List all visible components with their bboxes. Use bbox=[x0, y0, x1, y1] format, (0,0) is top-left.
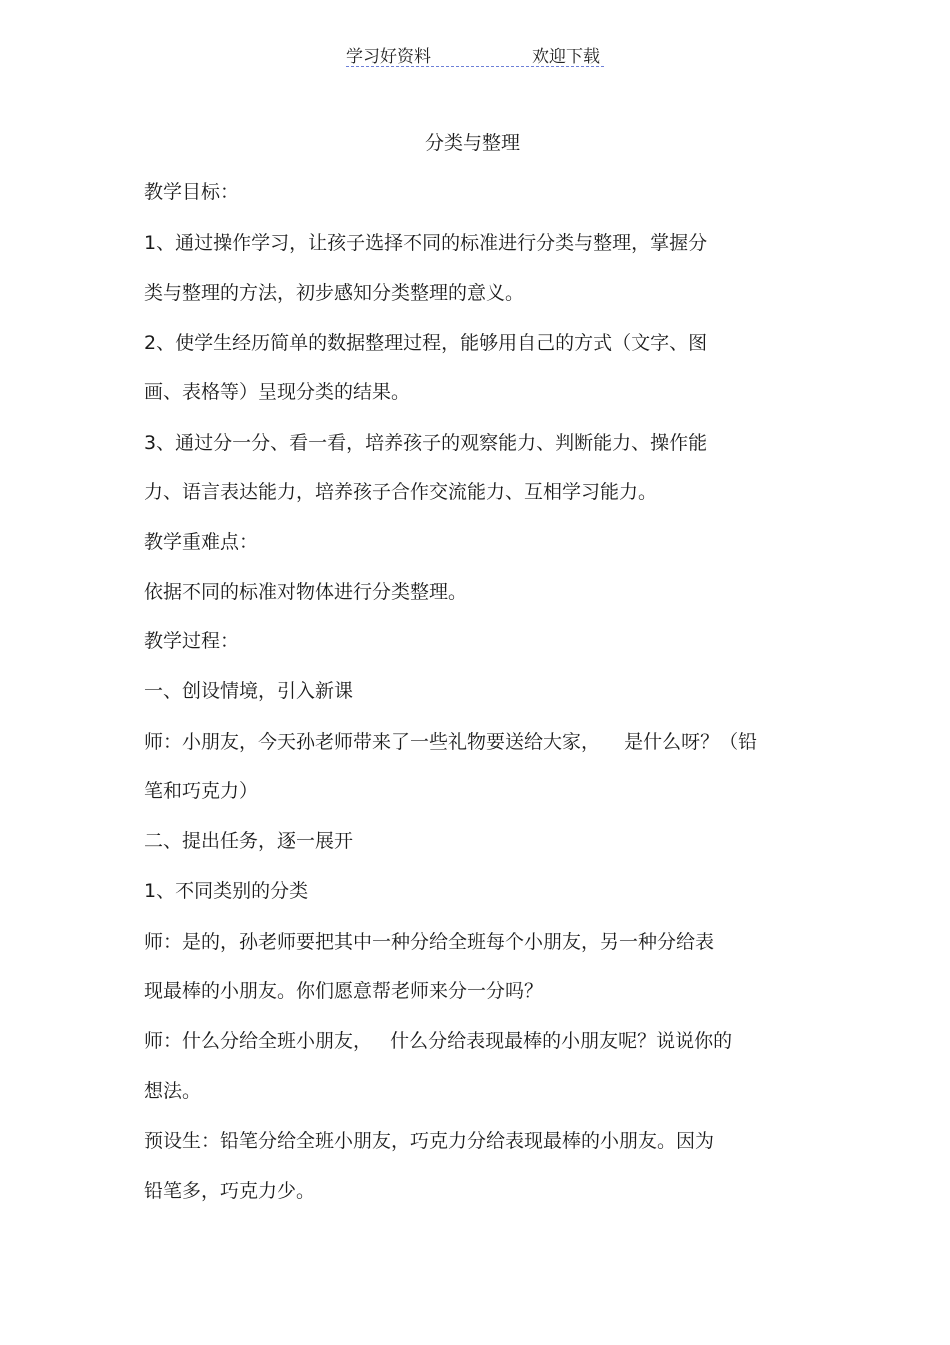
paragraph-line: 3、通过分一分、看一看，培养孩子的观察能力、判断能力、操作能 bbox=[144, 432, 708, 454]
paragraph-line: 1、通过操作学习，让孩子选择不同的标准进行分类与整理，掌握分 bbox=[144, 232, 708, 254]
section-heading-key-points: 教学重难点： bbox=[144, 531, 259, 553]
paragraph-line: 师：是的，孙老师要把其中一种分给全班每个小朋友，另一种分给表 bbox=[144, 931, 715, 953]
paragraph-line: 师：什么分给全班小朋友， 什么分给表现最棒的小朋友呢？说说你的 bbox=[144, 1030, 733, 1052]
paragraph-line: 依据不同的标准对物体进行分类整理。 bbox=[144, 581, 468, 603]
paragraph-line: 铅笔多，巧克力少。 bbox=[144, 1180, 316, 1202]
paragraph-line: 师：小朋友，今天孙老师带来了一些礼物要送给大家， 是什么呀？（铅 bbox=[144, 731, 758, 753]
page-header bbox=[346, 40, 604, 67]
document-title: 分类与整理 bbox=[424, 132, 520, 154]
paragraph-line: 画、表格等）呈现分类的结果。 bbox=[144, 381, 411, 403]
subsection-heading: 一、创设情境，引入新课 bbox=[144, 680, 354, 702]
paragraph-line: 预设生：铅笔分给全班小朋友，巧克力分给表现最棒的小朋友。因为 bbox=[144, 1130, 715, 1152]
section-heading-objectives: 教学目标： bbox=[144, 181, 240, 203]
paragraph-line: 2、使学生经历简单的数据整理过程，能够用自己的方式（文字、图 bbox=[144, 332, 708, 354]
subsection-heading: 二、提出任务，逐一展开 bbox=[144, 830, 354, 852]
header-left-text: 学习好资料 bbox=[346, 47, 431, 67]
header-right-text: 欢迎下载 bbox=[532, 47, 600, 67]
section-heading-process: 教学过程： bbox=[144, 630, 240, 652]
paragraph-line: 类与整理的方法，初步感知分类整理的意义。 bbox=[144, 282, 525, 304]
paragraph-line: 笔和巧克力） bbox=[144, 780, 259, 802]
subsection-heading: 1、不同类别的分类 bbox=[144, 880, 309, 902]
paragraph-line: 现最棒的小朋友。你们愿意帮老师来分一分吗？ bbox=[144, 980, 544, 1002]
paragraph-line: 力、语言表达能力，培养孩子合作交流能力、互相学习能力。 bbox=[144, 481, 658, 503]
paragraph-line: 想法。 bbox=[144, 1080, 202, 1102]
